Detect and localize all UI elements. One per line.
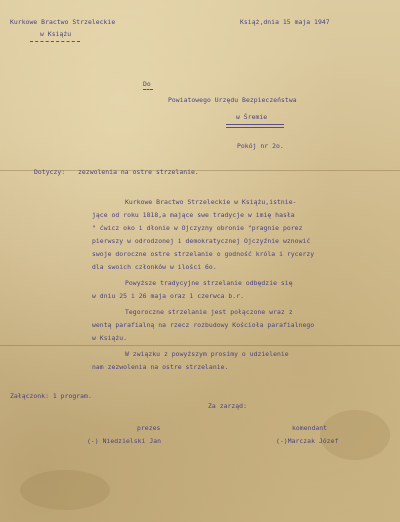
board-label: Za zarząd:: [208, 402, 247, 410]
body-line: " ćwicz oko i dłonie w Ojczyzny obronie "pragnie porez: [92, 224, 303, 232]
body-line: Powyższe tradycyjne strzelanie odbędzie się: [125, 279, 293, 287]
to-underline: [143, 89, 153, 90]
signature-right-name: (-)Marczak Józef: [276, 437, 339, 445]
paper-fold: [0, 345, 400, 346]
body-line: Kurkowe Bractwo Strzeleckie w Książu,istnie-: [125, 198, 297, 206]
attachments: Załączonk: 1 program.: [10, 392, 92, 400]
paper-stain: [320, 410, 390, 460]
body-line: w dniu 25 i 26 maja oraz 1 czerwca b.r.: [92, 292, 245, 300]
paper-stain: [20, 470, 110, 510]
to-label: Do: [143, 80, 151, 88]
body-line: wentą parafialną na rzecz rozbudowy Kościoła parafialnego: [92, 321, 315, 329]
subject-text: zezwolenia na ostre strzelanie.: [78, 168, 199, 176]
sender-line-2: w Książu: [40, 30, 72, 38]
body-line: pierwszy w odrodzonej i demokratycznej Ojczyźnie wznowić: [92, 237, 311, 245]
subject-label: Dotyczy:: [34, 168, 66, 176]
body-line: nam zezwolenia na ostre strzelanie.: [92, 363, 229, 371]
recipient-line-1: Powiatowego Urzędu Bezpieczeństwa: [168, 96, 297, 104]
body-line: jące od roku 1818,a mające swe tradycje w imię hasła: [92, 211, 295, 219]
signature-left-title: prezes: [137, 424, 161, 432]
signature-right-title: komendant: [292, 424, 328, 432]
sender-underline: [30, 41, 80, 42]
signature-left-name: (-) Niedzielski Jan: [87, 437, 162, 445]
recipient-room: Pokój nr 2o.: [237, 142, 284, 150]
body-line: swoje doroczne ostre strzelanie o godność króla i rycerzy: [92, 250, 315, 258]
body-line: W związku z powyższym prosimy o udzielenie: [125, 350, 289, 358]
recipient-underline: [226, 124, 284, 128]
body-line: w Książu.: [92, 334, 128, 342]
recipient-line-2: w Śremie: [236, 113, 268, 121]
body-line: Tegoroczne strzelanie jest połączone wraz z: [125, 308, 293, 316]
body-line: dla swoich członków w ilości 6o.: [92, 263, 217, 271]
sender-line-1: Kurkowe Bractwo Strzeleckie: [10, 18, 116, 26]
place-date: Książ,dnia 15 maja 1947: [240, 18, 330, 26]
